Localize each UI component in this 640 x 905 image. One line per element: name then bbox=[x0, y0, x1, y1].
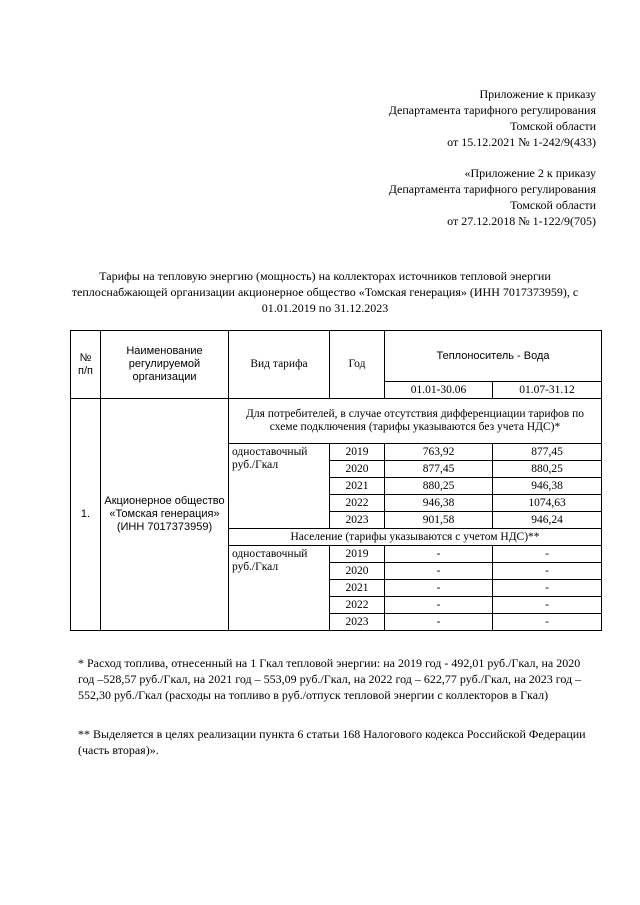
order-header bbox=[389, 86, 596, 150]
value-cell: - bbox=[493, 546, 602, 563]
header-carrier: Теплоноситель - Вода bbox=[385, 331, 602, 382]
header-period2: 01.07-31.12 bbox=[493, 382, 602, 399]
header-line: Приложение к приказу bbox=[479, 87, 596, 101]
section2-label: Население (тарифы указываются с учетом НДС)** bbox=[229, 529, 602, 546]
value-cell: 763,92 bbox=[385, 444, 493, 461]
year-cell: 2021 bbox=[330, 580, 385, 597]
value-cell: - bbox=[493, 597, 602, 614]
value-cell: - bbox=[385, 563, 493, 580]
year-cell: 2020 bbox=[330, 461, 385, 478]
value-cell: 880,25 bbox=[493, 461, 602, 478]
value-cell: 946,38 bbox=[385, 495, 493, 512]
header-line: от 27.12.2018 № 1-122/9(705) bbox=[447, 214, 596, 228]
footnote-fuel: * Расход топлива, отнесенный на 1 Гкал тепловой энергии: на 2019 год - 492,01 руб./Гкал, на 2020 год –528,57 руб./Гкал, на 2021 год – 553,09 руб./Гкал, на 2022 год – 622,77 руб./Гкал, на 2023 год – 552,30 руб./Гкал (расходы на топливо в руб./отпуск тепловой энергии с коллекторов в Гкал) bbox=[78, 656, 582, 702]
value-cell: 877,45 bbox=[385, 461, 493, 478]
year-cell: 2021 bbox=[330, 478, 385, 495]
year-cell: 2022 bbox=[330, 597, 385, 614]
header-line: от 15.12.2021 № 1-242/9(433) bbox=[447, 135, 596, 149]
value-cell: - bbox=[385, 546, 493, 563]
header-line: Департамента тарифного регулирования bbox=[388, 103, 596, 117]
row-number: 1. bbox=[71, 399, 101, 631]
header-line: «Приложение 2 к приказу bbox=[464, 166, 596, 180]
value-cell: 946,24 bbox=[493, 512, 602, 529]
section2-tariff-type: одноставочный руб./Гкал bbox=[229, 546, 330, 631]
footnote-vat: ** Выделяется в целях реализации пункта 6 статьи 168 Налогового кодекса Российской Федерации (часть вторая)». bbox=[78, 727, 586, 757]
value-cell: 1074,63 bbox=[493, 495, 602, 512]
year-cell: 2023 bbox=[330, 614, 385, 631]
year-cell: 2019 bbox=[330, 546, 385, 563]
value-cell: - bbox=[493, 614, 602, 631]
value-cell: 880,25 bbox=[385, 478, 493, 495]
org-name: Акционерное общество «Томская генерация» (ИНН 7017373959) bbox=[101, 399, 229, 631]
header-line: Томской области bbox=[510, 198, 596, 212]
section1-tariff-type: одноставочный руб./Гкал bbox=[229, 444, 330, 529]
header-year: Год bbox=[330, 331, 385, 399]
header-line: Томской области bbox=[510, 119, 596, 133]
value-cell: - bbox=[493, 563, 602, 580]
header-org: Наименование регулируемой организации bbox=[101, 331, 229, 399]
year-cell: 2020 bbox=[330, 563, 385, 580]
value-cell: 946,38 bbox=[493, 478, 602, 495]
value-cell: 901,58 bbox=[385, 512, 493, 529]
header-num: № п/п bbox=[71, 331, 101, 399]
header-period1: 01.01-30.06 bbox=[385, 382, 493, 399]
header-tariff-type: Вид тарифа bbox=[229, 331, 330, 399]
section1-label: Для потребителей, в случае отсутствия дифференциации тарифов по схеме подключения (тарифы указываются без учета НДС)* bbox=[229, 399, 602, 444]
header-line: Департамента тарифного регулирования bbox=[388, 182, 596, 196]
value-cell: - bbox=[385, 580, 493, 597]
year-cell: 2023 bbox=[330, 512, 385, 529]
value-cell: - bbox=[493, 580, 602, 597]
year-cell: 2019 bbox=[330, 444, 385, 461]
year-cell: 2022 bbox=[330, 495, 385, 512]
document-title: Тарифы на тепловую энергию (мощность) на коллекторах источников тепловой энергии теплоснабжающей организации акционерное общество «Томская генерация» (ИНН 7017373959), с 01.01.2019 по 31.12.2023 bbox=[71, 269, 579, 315]
value-cell: - bbox=[385, 597, 493, 614]
appendix-header bbox=[389, 165, 596, 229]
value-cell: - bbox=[385, 614, 493, 631]
value-cell: 877,45 bbox=[493, 444, 602, 461]
tariff-table bbox=[70, 330, 602, 631]
